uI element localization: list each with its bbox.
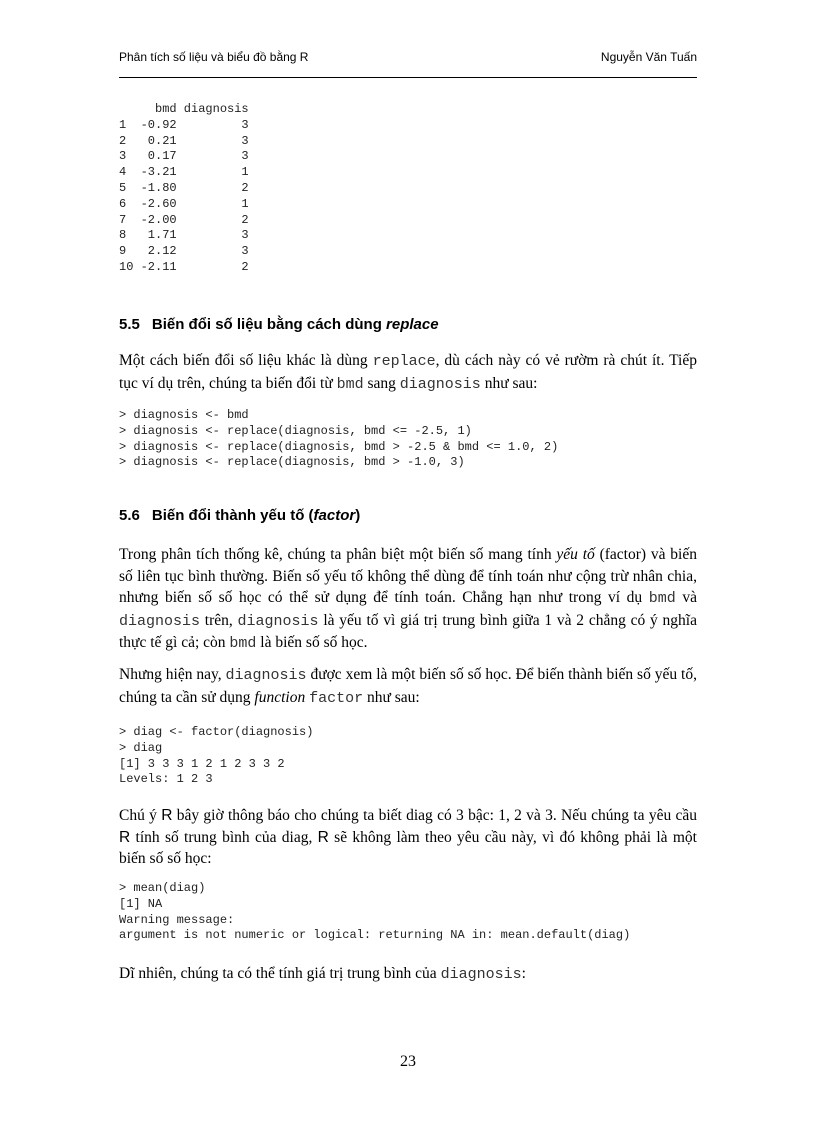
text-run: và [675,589,697,607]
header-title: Phân tích số liệu và biểu đồ bằng R [119,50,309,64]
text-run: Một cách biến đổi số liệu khác là dùng [119,352,373,369]
section-title-end: ) [355,507,361,524]
code-inline: diagnosis [399,375,481,393]
text-run: trên, [200,611,238,629]
text-italic: function [254,688,306,706]
table-row: 3 0.17 3 [119,149,249,164]
code-line: > diagnosis <- bmd [119,408,249,422]
section-number: 5.5 [119,316,140,333]
table-row: 1 -0.92 3 [119,117,249,132]
section-heading-5-6 [119,507,360,524]
text-run: là biến số số học. [256,634,368,652]
r-name: R [161,807,173,824]
section-title: Biến đổi thành yếu tố ( [151,507,314,524]
text-run: sang [363,374,400,392]
text-run: như sau: [480,374,538,392]
text-italic: yếu tố [556,546,595,563]
paragraph-levels-note [119,805,697,870]
code-inline: factor [309,689,364,707]
code-inline: bmd [229,635,257,653]
code-line: > diagnosis <- replace(diagnosis, bmd > -1.0, 3) [119,455,465,470]
text-run: Chú ý [119,807,162,824]
header-author: Nguyễn Văn Tuấn [600,50,697,64]
text-run: là yếu tố vì giá trị trung bình giữa 1 và 2 chẳng có ý nghĩa thực tế gì cả; còn [119,611,697,652]
text-run: : [521,965,526,982]
table-row: 7 -2.00 2 [119,212,249,227]
code-line: argument is not numeric or logical: returning NA in: mean.default(diag) [119,928,631,943]
section-number: 5.6 [119,507,140,524]
paragraph-mean-diagnosis [119,963,697,986]
code-line: > diag <- factor(diagnosis) [119,725,314,739]
page-header [119,50,697,66]
table-row: 9 2.12 3 [119,244,249,259]
paragraph-factor-function [119,664,697,709]
code-inline: bmd [648,590,676,608]
section-title-italic: factor [313,507,356,524]
code-line: Levels: 1 2 3 [119,772,213,787]
code-inline: bmd [336,375,364,393]
table-row: 4 -3.21 1 [119,165,249,180]
text-run: Dĩ nhiên, chúng ta có thể tính giá trị trung bình của [119,965,441,982]
table-row: 5 -1.80 2 [119,180,249,195]
code-inline: diagnosis [440,966,522,983]
code-line: [1] NA [119,896,163,911]
code-block-factor [119,725,313,788]
code-inline: diagnosis [119,612,201,630]
paragraph-factor-intro [119,544,697,655]
code-line: > diag [119,740,163,755]
table-row: 10 -2.11 2 [119,259,249,274]
code-inline: diagnosis [237,612,319,630]
code-inline: replace [372,353,436,370]
text-run: sẽ không làm theo yêu cầu này, vì đó không phải là một biến số số học: [119,828,697,868]
text-run: như sau: [363,688,420,706]
table-row: 8 1.71 3 [119,228,249,243]
text-run: bây giờ thông báo cho chúng ta biết diag có 3 bậc: 1, 2 và 3. Nếu chúng ta yêu cầu [172,807,698,824]
code-line: Warning message: [119,912,235,927]
code-block-replace [119,408,558,471]
code-line: > diagnosis <- replace(diagnosis, bmd > -2.5 & bmd <= 1.0, 2) [119,439,559,454]
r-name: R [119,828,131,846]
code-line: [1] 3 3 3 1 2 1 2 3 3 2 [119,756,285,771]
text-run: tính số trung bình của diag, [130,828,318,846]
paragraph-replace-intro [119,350,697,395]
text-run: Nhưng hiện nay, [119,666,226,683]
text-run: Trong phân tích thống kê, chúng ta phân biệt một biến số mang tính [119,546,557,563]
header-rule [119,77,697,78]
text-run: (factor) và biến số liên tục bình thường. Biến số yếu tố không thể dùng để tính toán như cộng trừ nhân chia, nhưng biến số số học có thể sử dụng để tính toán. Chẳng hạn như trong ví dụ [119,546,697,607]
table-row: 6 -2.60 1 [119,196,249,211]
section-heading-5-5 [119,316,439,333]
text-run: , dù cách này có vẻ rườm rà chút ít. Tiếp tục ví dụ trên, chúng ta biến đổi từ [119,352,697,392]
r-name: R [317,828,329,846]
page-number: 23 [400,1053,416,1070]
text-run: được xem là một biến số số học. Để biến thành biến số yếu tố, chúng ta cần sử dụng [119,666,697,706]
code-line: > mean(diag) [119,881,206,895]
table-output [119,102,249,276]
section-title-italic: replace [386,316,439,333]
table-row: 2 0.21 3 [119,133,249,148]
code-block-mean [119,881,630,944]
code-inline: diagnosis [225,667,307,684]
code-line: > diagnosis <- replace(diagnosis, bmd <= -2.5, 1) [119,423,472,438]
table-header-line: bmd diagnosis [119,102,249,116]
section-title: Biến đổi số liệu bằng cách dùng [151,316,387,333]
